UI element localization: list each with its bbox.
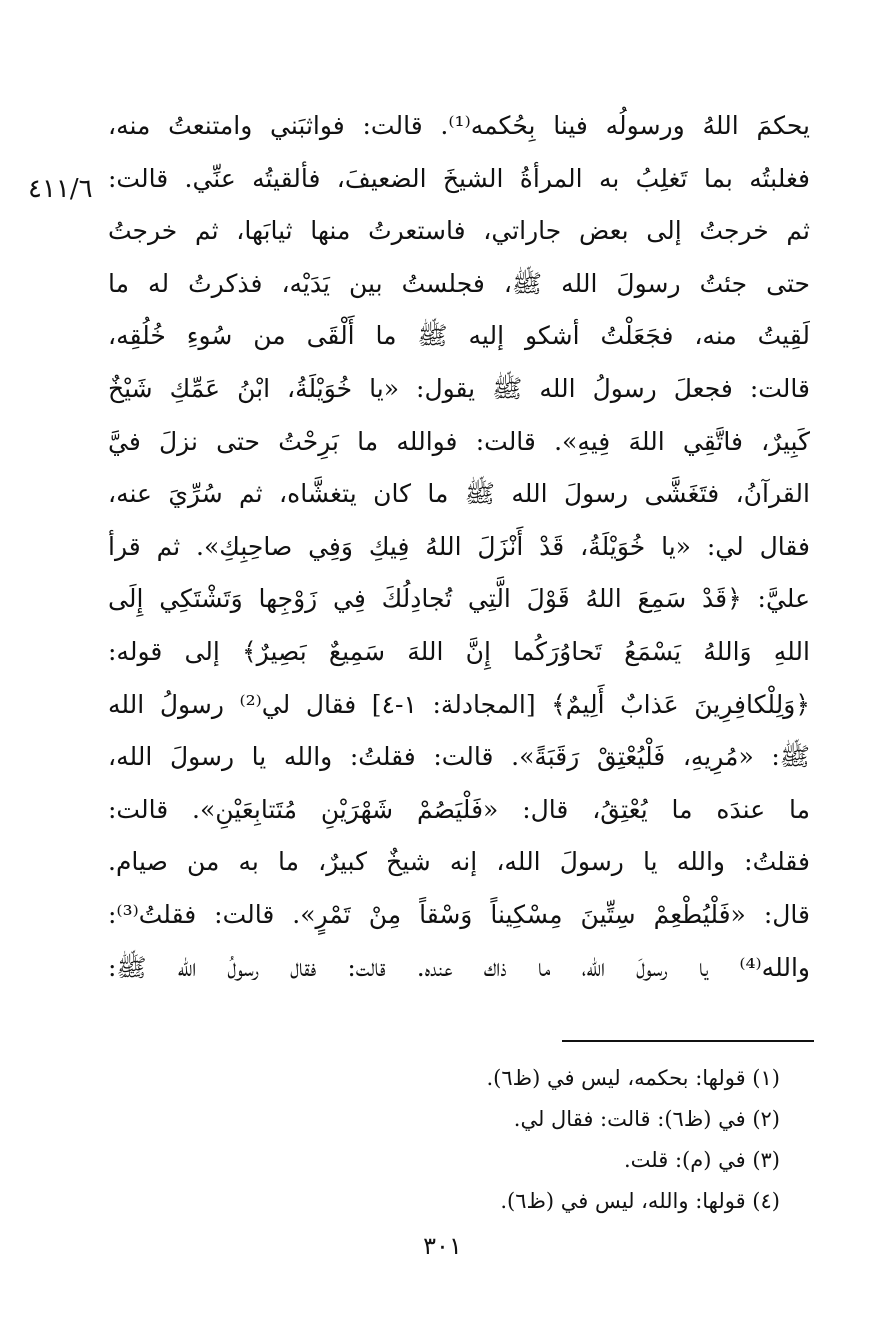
text-line: ﴿وَلِلْكافِرِينَ عَذابٌ أَلِيمٌ﴾ [المجادلة: ١-٤] فقال لي⁽²⁾ رسولُ الله: [108, 689, 810, 719]
footnote-divider: [562, 1040, 814, 1042]
footnotes: [300, 1058, 780, 1222]
text-line: حتى جئتُ رسولَ الله ﷺ، فجلستُ بين يَدَيْه، فذكرتُ له ما: [108, 268, 810, 298]
footnote: (٤) قولها: والله، ليس في (ظ٦).: [500, 1189, 780, 1213]
text-line: لَقِيتُ منه، فجَعَلْتُ أشكو إليه ﷺ ما أَلْقَى من سُوءِ خُلُقِه،: [108, 321, 810, 351]
text-line: يحكمَ اللهُ ورسولُه فينا بِحُكمه⁽¹⁾. قالت: فواثبَني وامتنعتُ منه،: [108, 111, 810, 140]
text-line: ﷺ: «مُرِيهِ، فَلْيُعْتِقْ رَقَبَةً». قالت: فقلتُ: والله يا رسولَ الله،: [108, 742, 810, 772]
margin-reference: ٤١١/٦: [28, 174, 93, 204]
footnote: (٢) في (ظ٦): قالت: فقال لي.: [513, 1107, 780, 1131]
page-number: ٣٠١: [423, 1232, 462, 1260]
text-line: ثم خرجتُ إلى بعض جاراتي، فاستعرتُ منها ثيابَها، ثم خرجتُ: [108, 216, 810, 246]
text-line: فقلتُ: والله يا رسولَ الله، إنه شيخٌ كبيرٌ، ما به من صيام.: [108, 847, 810, 877]
text-line: فغلبتُه بما تَغلِبُ به المرأةُ الشيخَ الضعيفَ، فألقيتُه عنِّي. قالت:: [108, 163, 810, 193]
text-line: والله⁽⁴⁾ يا رسولَ الله، ما ذاك عنده. قالت: فقال رسولُ الله ﷺ:: [108, 952, 810, 982]
text-line: اللهِ وَاللهُ يَسْمَعُ تَحاوُرَكُما إِنَّ اللهَ سَمِيعٌ بَصِيرٌ﴾ إلى قوله:: [108, 636, 810, 666]
text-line: القرآنُ، فتَغَشَّى رسولَ الله ﷺ ما كان يتغشَّاه، ثم سُرِّيَ عنه،: [108, 479, 810, 509]
text-line: ما عندَه ما يُعْتِقُ، قال: «فَلْيَصُمْ شَهْرَيْنِ مُتَتابِعَيْنِ». قالت:: [108, 794, 810, 824]
footnote: (٣) في (م): قلت.: [624, 1148, 780, 1172]
main-text: [108, 100, 810, 994]
text-line: فقال لي: «يا خُوَيْلَةُ، قَدْ أَنْزَلَ اللهُ فِيكِ وَفِي صاحِبِكِ». ثم قرأ: [108, 531, 810, 561]
text-line: قالت: فجعلَ رسولُ الله ﷺ يقول: «يا خُوَيْلَةُ، ابْنُ عَمِّكِ شَيْخٌ: [108, 373, 810, 403]
text-line: عليَّ: ﴿قَدْ سَمِعَ اللهُ قَوْلَ الَّتِي تُجادِلُكَ فِي زَوْجِها وَتَشْتَكِي إِلَى: [108, 584, 810, 614]
text-line: قال: «فَلْيُطْعِمْ سِتِّينَ مِسْكِيناً وَسْقاً مِنْ تَمْرٍ». قالت: فقلتُ⁽³⁾:: [108, 899, 810, 929]
footnote: (١) قولها: بحكمه، ليس في (ظ٦).: [486, 1066, 780, 1090]
text-line: كَبِيرٌ، فاتَّقِي اللهَ فِيهِ». قالت: فوالله ما بَرِحْتُ حتى نزلَ فيَّ: [108, 426, 810, 456]
